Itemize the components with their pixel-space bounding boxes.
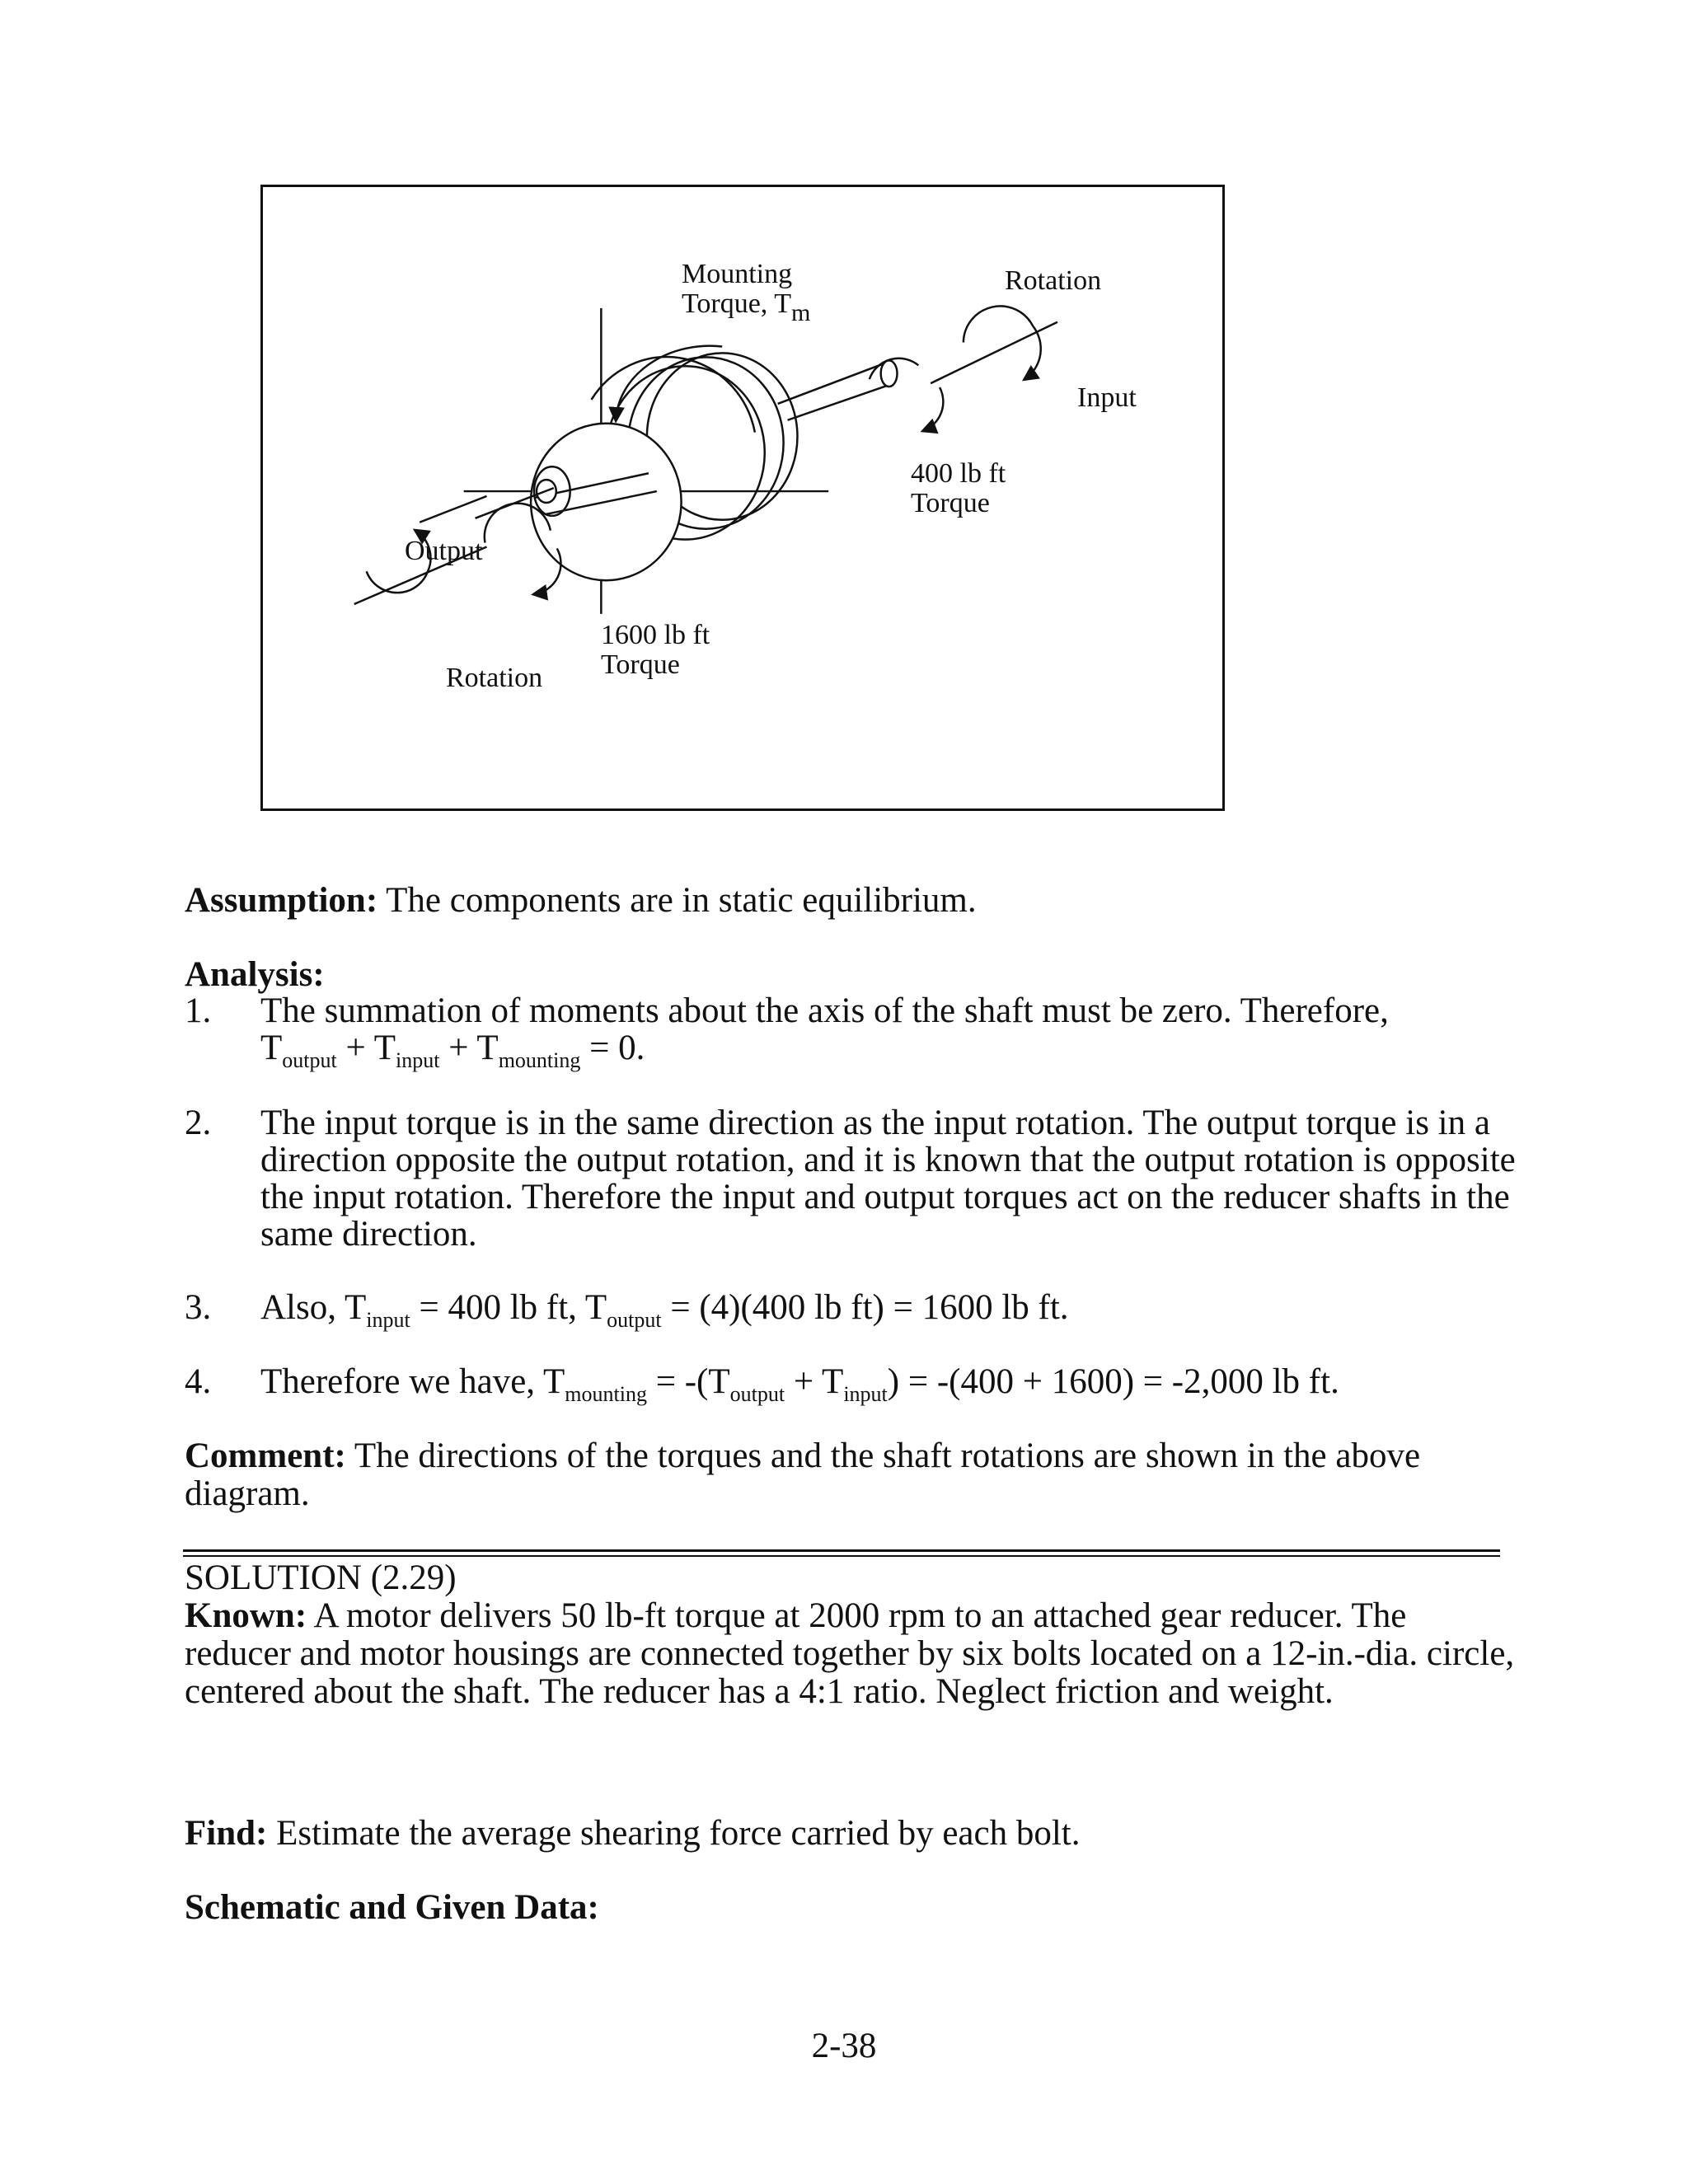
text-run: Also, T bbox=[260, 1288, 367, 1327]
analysis-label: Analysis: bbox=[185, 955, 325, 994]
mounting-torque-label-line1: Mounting bbox=[682, 259, 793, 289]
item-text: The summation of moments about the axis of the shaft must be zero. Therefore, bbox=[260, 991, 1389, 1030]
input-torque-arrow bbox=[923, 387, 943, 431]
text-run: = (4)(400 lb ft) = 1600 lb ft. bbox=[661, 1288, 1069, 1327]
output-label: Output bbox=[405, 536, 483, 566]
find-paragraph bbox=[185, 1815, 1503, 1853]
subscript: mounting bbox=[565, 1382, 647, 1406]
output-torque-label bbox=[601, 621, 710, 680]
text-run: Therefore we have, T bbox=[260, 1362, 565, 1401]
schematic-heading bbox=[185, 1889, 1503, 1927]
section-divider bbox=[183, 1549, 1500, 1552]
output-torque-label-line2: Torque bbox=[601, 649, 680, 680]
output-torque-label-line1: 1600 lb ft bbox=[601, 620, 710, 650]
known-text: A motor delivers 50 lb-ft torque at 2000 rpm to an attached gear reducer. The reducer and motor housings are connected together by six bolts located on a 12-in.-dia. circle, centered about the shaft. The reducer has a 4:1 ratio. Neglect friction and weight. bbox=[185, 1596, 1515, 1711]
subscript: input bbox=[366, 1308, 410, 1332]
text-run: = -(T bbox=[646, 1362, 730, 1401]
section-divider-2 bbox=[183, 1555, 1500, 1557]
input-rotation-arrow-top bbox=[964, 306, 1033, 342]
item-number: 4. bbox=[185, 1362, 212, 1401]
subscript: output bbox=[729, 1382, 785, 1406]
comment-label: Comment: bbox=[185, 1436, 346, 1475]
eq-term: T bbox=[260, 1029, 283, 1067]
text-run: = 400 lb ft, T bbox=[410, 1288, 607, 1327]
item-number: 3. bbox=[185, 1288, 212, 1327]
gear-reducer-figure bbox=[260, 185, 1225, 811]
analysis-heading bbox=[185, 956, 1503, 994]
known-label: Known: bbox=[185, 1596, 307, 1635]
eq-subscript: input bbox=[395, 1048, 440, 1072]
solution-heading: SOLUTION (2.29) bbox=[185, 1558, 457, 1597]
assumption-paragraph bbox=[185, 882, 1503, 920]
find-text: Estimate the average shearing force carried by each bolt. bbox=[267, 1814, 1081, 1853]
text-run: + T bbox=[785, 1362, 844, 1401]
schematic-label: Schematic and Given Data: bbox=[185, 1888, 599, 1927]
input-torque-label-line1: 400 lb ft bbox=[911, 458, 1006, 489]
known-paragraph bbox=[185, 1597, 1520, 1711]
solution-section bbox=[185, 1559, 1520, 1711]
eq-subscript: output bbox=[282, 1048, 337, 1072]
mounting-torque-label-line2: Torque, T bbox=[682, 288, 791, 319]
eq-term: = 0. bbox=[580, 1029, 645, 1067]
input-torque-label bbox=[911, 459, 1006, 518]
rotation-output-label: Rotation bbox=[446, 663, 543, 693]
eq-subscript: mounting bbox=[498, 1048, 581, 1072]
item-text: The input torque is in the same direction as the input rotation. The output torque is in a direction opposite the output rotation, and it is known that the output rotation is opposite the input rotation. Therefore the input and output torques act on the reducer shafts in the same direction. bbox=[260, 1104, 1516, 1254]
item-number: 2. bbox=[185, 1104, 212, 1142]
input-shaft-body bbox=[778, 363, 894, 419]
item-text bbox=[260, 1288, 1522, 1332]
assumption-text: The components are in static equilibrium. bbox=[377, 881, 977, 920]
input-shaft-end bbox=[881, 360, 898, 387]
housing-ring-arc bbox=[591, 357, 754, 433]
equilibrium-equation bbox=[260, 1029, 1522, 1072]
eq-term: + T bbox=[439, 1029, 499, 1067]
comment-paragraph bbox=[185, 1437, 1520, 1513]
subscript: input bbox=[843, 1382, 888, 1406]
page-number: 2-38 bbox=[811, 2027, 877, 2065]
rotation-input-label: Rotation bbox=[1005, 265, 1102, 296]
item-number: 1. bbox=[185, 991, 212, 1030]
input-label: Input bbox=[1077, 382, 1137, 413]
assumption-label: Assumption: bbox=[185, 881, 378, 920]
item-text bbox=[260, 1362, 1522, 1406]
comment-text: The directions of the torques and the shaft rotations are shown in the above diagram. bbox=[185, 1436, 1421, 1513]
eq-term: + T bbox=[336, 1029, 396, 1067]
text-run: ) = -(400 + 1600) = -2,000 lb ft. bbox=[887, 1362, 1339, 1401]
mounting-torque-label bbox=[682, 259, 811, 326]
subscript: output bbox=[607, 1308, 662, 1332]
mounting-torque-subscript: m bbox=[790, 299, 811, 326]
find-label: Find: bbox=[185, 1814, 268, 1853]
input-shaft-axis bbox=[931, 322, 1057, 383]
input-torque-label-line2: Torque bbox=[911, 488, 990, 518]
